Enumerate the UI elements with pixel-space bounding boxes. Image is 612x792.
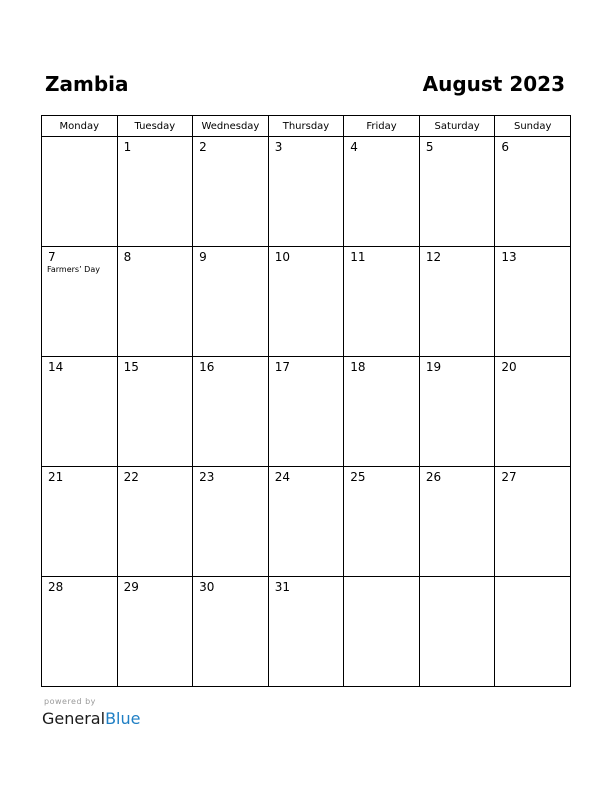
day-number: 22 [123, 470, 139, 484]
day-number: 8 [123, 250, 132, 264]
week-row [42, 357, 571, 467]
day-cell [268, 577, 344, 687]
day-cell [42, 137, 118, 247]
calendar-grid [41, 115, 571, 687]
day-cell [117, 137, 193, 247]
day-cell [117, 577, 193, 687]
day-cell [42, 357, 118, 467]
day-cell [268, 137, 344, 247]
logo-text-general: General [42, 709, 106, 728]
day-cell [193, 577, 269, 687]
day-cell [495, 577, 571, 687]
weekday-header: Monday [42, 116, 118, 137]
day-number: 17 [274, 360, 290, 374]
day-number: 14 [48, 360, 64, 374]
day-number: 19 [425, 360, 442, 374]
footer [42, 696, 140, 729]
day-number: 5 [425, 140, 434, 154]
holiday-label: Farmers’ Day [47, 265, 100, 274]
day-number [42, 137, 117, 140]
day-number: 1 [123, 140, 132, 154]
week-row [42, 247, 571, 357]
day-cell [117, 467, 193, 577]
day-cell [117, 247, 193, 357]
day-cell [193, 247, 269, 357]
day-number: 29 [123, 580, 139, 594]
day-number: 7 [48, 250, 56, 264]
day-number [420, 577, 495, 580]
powered-by-text: powered by [44, 697, 96, 706]
month-year-title: August 2023 [422, 72, 565, 96]
day-number: 2 [199, 140, 207, 154]
weekday-header: Saturday [419, 116, 495, 137]
week-row [42, 577, 571, 687]
day-cell [419, 357, 495, 467]
day-number: 12 [425, 250, 442, 264]
day-cell [344, 137, 420, 247]
day-number [495, 577, 570, 580]
weekday-header: Sunday [495, 116, 571, 137]
day-number: 11 [350, 250, 366, 264]
day-cell [495, 467, 571, 577]
day-cell [495, 357, 571, 467]
day-number: 9 [199, 250, 207, 264]
day-cell [42, 247, 118, 357]
day-number: 28 [48, 580, 64, 594]
day-cell [193, 467, 269, 577]
day-number: 16 [199, 360, 215, 374]
weekday-header: Wednesday [193, 116, 269, 137]
day-number: 31 [274, 580, 290, 594]
day-number: 15 [123, 360, 139, 374]
weekday-header: Tuesday [117, 116, 193, 137]
day-cell [495, 137, 571, 247]
day-number: 13 [501, 250, 517, 264]
day-cell [419, 137, 495, 247]
country-title: Zambia [45, 72, 129, 96]
day-cell [42, 467, 118, 577]
day-number: 30 [199, 580, 215, 594]
day-number [344, 577, 419, 580]
day-number: 18 [350, 360, 366, 374]
weekday-header-row [42, 116, 571, 137]
day-number: 25 [350, 470, 366, 484]
day-cell [344, 577, 420, 687]
day-cell [117, 357, 193, 467]
day-number: 26 [425, 470, 442, 484]
day-cell [268, 247, 344, 357]
day-number: 23 [199, 470, 215, 484]
day-cell [268, 357, 344, 467]
day-number: 10 [274, 250, 290, 264]
day-cell [42, 577, 118, 687]
logo-text-blue: Blue [105, 709, 141, 728]
day-number: 27 [501, 470, 517, 484]
day-cell [193, 137, 269, 247]
day-number: 21 [48, 470, 64, 484]
week-row [42, 137, 571, 247]
day-number: 20 [501, 360, 517, 374]
day-cell [419, 247, 495, 357]
day-cell [344, 247, 420, 357]
day-cell [344, 357, 420, 467]
day-cell [193, 357, 269, 467]
weekday-header: Thursday [268, 116, 344, 137]
day-number: 6 [501, 140, 510, 154]
day-cell [268, 467, 344, 577]
weekday-header: Friday [344, 116, 420, 137]
day-cell [419, 467, 495, 577]
day-number: 4 [350, 140, 358, 154]
day-number: 3 [274, 140, 283, 154]
day-cell [495, 247, 571, 357]
day-cell [419, 577, 495, 687]
day-number: 24 [274, 470, 290, 484]
generalblue-logo[interactable] [42, 709, 140, 729]
week-row [42, 467, 571, 577]
day-cell [344, 467, 420, 577]
